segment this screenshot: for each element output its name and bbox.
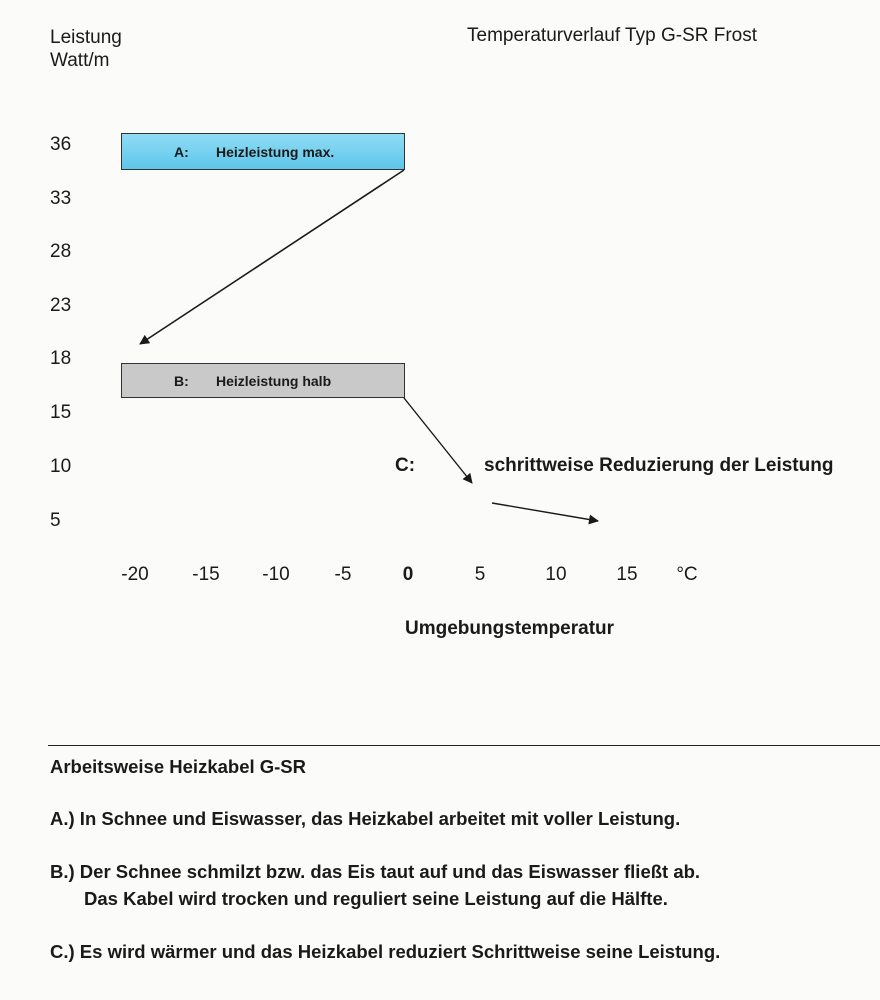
y-tick: 10: [50, 456, 72, 477]
x-tick: 10: [545, 564, 567, 585]
description-item-b-line1: B.) Der Schnee schmilzt bzw. das Eis taut auf und das Eiswasser fließt ab.: [50, 861, 701, 882]
chart-title: Temperaturverlauf Typ G-SR Frost: [467, 25, 758, 46]
y-axis-label-line2: Watt/m: [50, 50, 110, 71]
stage-b-text: Heizleistung halb: [216, 372, 332, 389]
stage-c-text: schrittweise Reduzierung der Leistung: [484, 455, 834, 476]
description-item-c: C.) Es wird wärmer und das Heizkabel reduziert Schrittweise seine Leistung.: [50, 941, 721, 962]
description-heading: Arbeitsweise Heizkabel G-SR: [50, 756, 307, 777]
y-tick: 36: [50, 134, 72, 155]
x-tick: 15: [616, 564, 638, 585]
arrow-a-to-b: [140, 170, 404, 344]
x-tick: -15: [192, 564, 220, 585]
y-tick: 15: [50, 402, 72, 423]
section-divider: [48, 745, 880, 746]
x-tick: -5: [334, 564, 352, 585]
y-tick: 5: [50, 510, 61, 531]
stage-a-text: Heizleistung max.: [216, 143, 335, 160]
x-tick-zero: 0: [402, 564, 414, 585]
stage-a-code: A:: [174, 143, 189, 160]
y-tick: 23: [50, 295, 72, 316]
y-tick: 18: [50, 348, 72, 369]
y-axis-label-line1: Leistung: [50, 27, 122, 48]
stage-b-code: B:: [174, 372, 189, 389]
description-item-b-line2: Das Kabel wird trocken und reguliert seine Leistung auf die Hälfte.: [84, 888, 668, 909]
x-tick: -20: [121, 564, 149, 585]
description-item-a: A.) In Schnee und Eiswasser, das Heizkabel arbeitet mit voller Leistung.: [50, 808, 681, 829]
x-unit: °C: [676, 564, 698, 585]
y-tick: 28: [50, 241, 72, 262]
stage-c-code: C:: [395, 455, 416, 476]
x-tick: 5: [474, 564, 486, 585]
arrow-b-to-c: [404, 398, 472, 483]
arrow-c-decline: [492, 503, 598, 521]
x-tick: -10: [262, 564, 290, 585]
y-tick: 33: [50, 188, 72, 209]
x-axis-label: Umgebungstemperatur: [405, 618, 615, 639]
